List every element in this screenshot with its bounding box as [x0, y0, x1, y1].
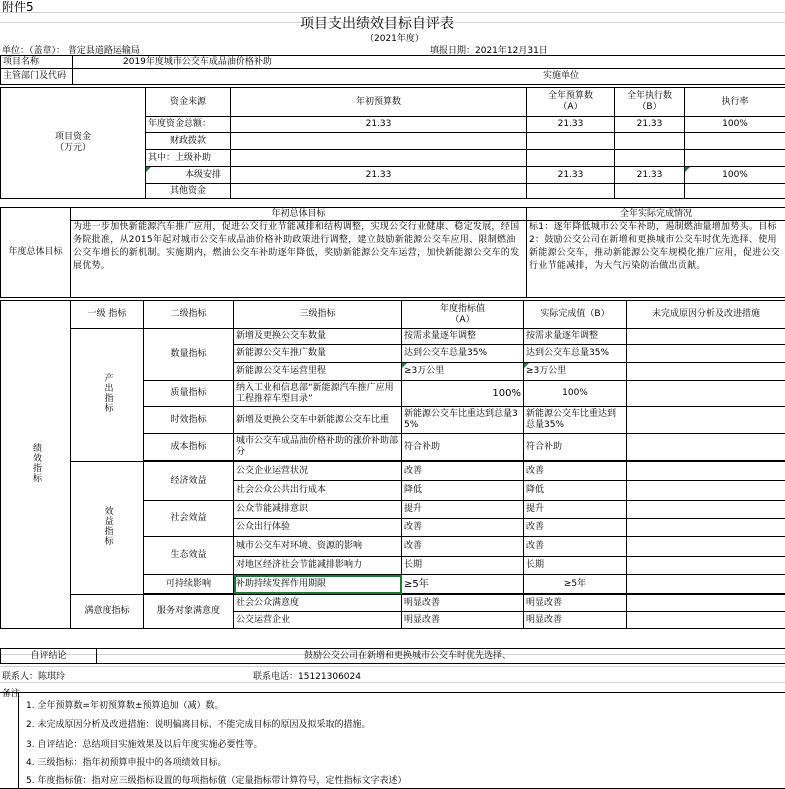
funds-row-rate-text: 100%	[722, 170, 748, 180]
level3-cell: 社会公众满意度	[234, 595, 402, 612]
ind-header-b: 实际完成值（B）	[524, 301, 627, 329]
project-name-label: 项目名称	[1, 56, 73, 69]
unit-label: 单位：（盖章）： 普定县道路运输局	[2, 43, 140, 56]
actual-cell: 明显改善	[524, 612, 627, 629]
target-cell: 降低	[402, 481, 524, 501]
target-cell: 明显改善	[402, 595, 524, 612]
funds-row-init	[231, 133, 527, 150]
target-cell: 改善	[402, 537, 524, 557]
overall-goal-label: 年度总体目标	[1, 208, 71, 298]
level1-benefit	[71, 462, 144, 595]
actual-cell: 降低	[524, 481, 627, 501]
funds-row-rate	[685, 184, 785, 199]
indicators-table	[0, 300, 785, 629]
reason-cell	[627, 407, 785, 434]
level2-quantity: 数量指标	[144, 329, 234, 381]
level1-satisfaction: 满意度指标	[71, 595, 144, 629]
page-title: 项目支出绩效目标自评表	[300, 13, 454, 33]
target-cell: 达到公交车总量35%	[402, 345, 524, 363]
actual-cell: 改善	[524, 519, 627, 537]
funds-row-init	[231, 184, 527, 199]
target-cell	[402, 363, 524, 381]
level1-output-text: 产出指标	[102, 373, 113, 413]
funds-row-budget	[527, 133, 615, 150]
funds-row-name: 其他资金	[146, 184, 231, 199]
funds-row-init: 21.33	[231, 167, 527, 184]
level2-quality: 质量指标	[144, 381, 234, 407]
overall-goal-table	[0, 207, 785, 298]
reason-cell	[627, 434, 785, 461]
level3-cell: 公众节能减排意识	[234, 501, 402, 519]
indicators-side-label	[1, 301, 71, 629]
target-cell: 改善	[402, 519, 524, 537]
funds-row-name	[146, 167, 231, 184]
level2-service: 服务对象满意度	[144, 595, 234, 629]
actual-cell: ≥5年	[524, 575, 627, 594]
conclusion-label: 自评结论	[1, 649, 97, 664]
note-item: 3. 自评结论：总结项目实施效果及以后年度实施必要性等。	[26, 737, 262, 750]
level1-benefit-text: 效益指标	[102, 506, 113, 546]
note-item: 1. 全年预算数=年初预算数±预算追加（减）数。	[26, 698, 224, 711]
funds-header-source: 资金来源	[146, 88, 231, 117]
target-text: ≥3万公里	[404, 366, 444, 376]
level2-cost: 成本指标	[144, 434, 234, 461]
funds-header-exec: 全年执行数 （B）	[615, 88, 685, 117]
funds-table	[0, 87, 785, 199]
reason-cell	[627, 501, 785, 519]
level2-sustainable: 可持续影响	[144, 575, 234, 594]
actual-cell: 100%	[524, 381, 627, 407]
funds-row-name-text: 本级安排	[185, 170, 221, 180]
level3-cell: 社会公众公共出行成本	[234, 481, 402, 501]
ind-header-l2: 二级指标	[144, 301, 234, 329]
project-name-text: 2019年度城市公交车成品油价格补助	[123, 57, 272, 67]
reason-cell	[627, 537, 785, 557]
ind-header-reason: 未完成原因分析及改进措施	[627, 301, 785, 329]
reason-cell	[627, 612, 785, 629]
level3-cell: 新能源公交车推广数量	[234, 345, 402, 363]
level1-output	[71, 329, 144, 462]
notes-box	[0, 692, 785, 789]
target-cell: 改善	[402, 462, 524, 481]
reason-cell	[627, 481, 785, 501]
note-item: 5. 年度指标值：指对应三级指标设置的每项指标值（定量指标带计算符号，定性指标文字表述）	[26, 773, 406, 786]
funds-row-exec	[615, 133, 685, 150]
target-cell: 符合补助	[402, 434, 524, 461]
reason-cell	[627, 462, 785, 481]
target-cell: 长期	[402, 557, 524, 575]
reason-cell	[627, 381, 785, 407]
conclusion-value	[97, 649, 785, 664]
ind-header-a: 年度指标值 （A）	[402, 301, 524, 329]
level3-cell: 新能源公交车运营里程	[234, 363, 402, 381]
actual-cell	[524, 363, 627, 381]
actual-cell: 按需求量逐年调整	[524, 329, 627, 345]
level2-economic: 经济效益	[144, 462, 234, 501]
reason-cell	[627, 519, 785, 537]
note-item: 2. 未完成原因分析及改进措施：说明偏离目标、不能完成目标的原因及拟采取的措施。	[26, 717, 370, 730]
level2-social: 社会效益	[144, 501, 234, 537]
ind-header-l3: 三级指标	[234, 301, 402, 329]
actual-cell: 改善	[524, 462, 627, 481]
level3-cell-selected[interactable]: 补助持续发挥作用期限	[234, 575, 402, 594]
attachment-label: 附件5	[2, 0, 34, 15]
level3-cell: 城市公交车成品油价格补助的涨价补助部分	[234, 434, 402, 461]
actual-cell: 新能源公交车比重达到总量35%	[524, 407, 627, 434]
conclusion-text: 鼓励公交公司在新增和更换城市公交车时优先选择、	[304, 651, 511, 661]
funds-row-exec	[615, 184, 685, 199]
ind-header-l1: 一级 指标	[71, 301, 144, 329]
target-cell: 新能源公交车比重达到总量35%	[402, 407, 524, 434]
funds-row-init: 21.33	[231, 117, 527, 133]
funds-header-budget: 全年预算数 （A）	[527, 88, 615, 117]
reason-cell	[627, 575, 785, 594]
level3-cell: 新增及更换公交车数量	[234, 329, 402, 345]
dept-label: 主管部门及代码	[1, 69, 73, 85]
reason-cell	[627, 363, 785, 381]
report-year: （2021年度）	[365, 31, 424, 44]
actual-cell: 明显改善	[524, 595, 627, 612]
fill-date: 填报日期：2021年12月31日	[430, 43, 548, 56]
level3-cell: 对地区经济社会节能减排影响力	[234, 557, 402, 575]
funds-row-exec: 21.33	[615, 117, 685, 133]
level3-cell: 纳入工业和信息部“新能源汽车推广应用工程推荐车型目录”	[234, 381, 402, 407]
target-cell: 明显改善	[402, 612, 524, 629]
comment-marker-icon	[685, 167, 690, 172]
actual-text: 标1：逐年降低城市公交车补助，遏制燃油量增加势头。目标2：鼓励公交公司在新增和更换城市公交车时优先选择、使用新能源公交车，推动新能源公交车规模化推广应用，促进公交行业节能减排，为大气污染防治做出贡献。	[527, 221, 785, 298]
funds-row-rate	[685, 167, 785, 184]
funds-row-init	[231, 150, 527, 167]
level3-cell: 公众出行体验	[234, 519, 402, 537]
notes-label: 备注	[2, 686, 20, 699]
actual-cell: 符合补助	[524, 434, 627, 461]
level2-timeliness: 时效指标	[144, 407, 234, 434]
funds-row-name: 年度资金总额：	[146, 117, 231, 133]
target-cell: 100%	[402, 381, 524, 407]
funds-row-budget	[527, 184, 615, 199]
target-cell: 提升	[402, 501, 524, 519]
actual-cell: 长期	[524, 557, 627, 575]
funds-row-budget	[527, 150, 615, 167]
comment-marker-icon	[146, 167, 151, 172]
goal-header: 年初总体目标	[71, 208, 527, 221]
notes-gutter	[0, 693, 19, 788]
target-cell: 按需求量逐年调整	[402, 329, 524, 345]
funds-row-rate	[685, 133, 785, 150]
dept-value	[73, 69, 785, 85]
funds-row-exec: 21.33	[615, 167, 685, 184]
conclusion-table	[0, 648, 785, 664]
reason-cell	[627, 557, 785, 575]
funds-header-rate: 执行率	[685, 88, 785, 117]
funds-row-name: 财政拨款	[146, 133, 231, 150]
funds-row-rate	[685, 150, 785, 167]
actual-cell: 改善	[524, 537, 627, 557]
actual-text: ≥3万公里	[526, 366, 566, 376]
impl-unit-label: 实施单位	[543, 71, 579, 82]
level3-cell: 公交企业运营状况	[234, 462, 402, 481]
level3-cell: 新增及更换公交车中新能源公交车比重	[234, 407, 402, 434]
contact-phone: 联系电话：15121306024	[253, 669, 361, 682]
funds-row-budget: 21.33	[527, 167, 615, 184]
reason-cell	[627, 595, 785, 612]
level3-cell: 公交运营企业	[234, 612, 402, 629]
project-table	[0, 55, 785, 85]
funds-header-initial: 年初预算数	[231, 88, 527, 117]
comment-marker-icon	[524, 363, 529, 368]
actual-header: 全年实际完成情况	[527, 208, 785, 221]
actual-cell: 达到公交车总量35%	[524, 345, 627, 363]
comment-marker-icon	[402, 363, 407, 368]
level3-cell: 城市公交车对环境、资源的影响	[234, 537, 402, 557]
project-name-value	[73, 56, 785, 69]
funds-row-budget: 21.33	[527, 117, 615, 133]
indicators-side-label-text: 绩效指标	[30, 443, 41, 483]
funds-row-rate: 100%	[685, 117, 785, 133]
reason-cell	[627, 345, 785, 363]
target-cell: ≥5年	[402, 575, 524, 594]
level2-ecological: 生态效益	[144, 537, 234, 575]
funds-row-exec	[615, 150, 685, 167]
funds-row-name: 其中：上级补助	[146, 150, 231, 167]
note-item: 4. 三级指标：指年初预算申报中的各项绩效目标。	[26, 755, 226, 768]
actual-cell: 提升	[524, 501, 627, 519]
funds-label: 项目资金 （万元）	[1, 88, 146, 199]
reason-cell	[627, 329, 785, 345]
goal-text: 为进一步加快新能源汽车推广应用，促进公交行业节能减排和结构调整，实现公交行业健康、稳定发展，经国务院批准，从2015年起对城市公交车成品油价格补助政策进行调整，建立鼓励新能源公交车应用、限制燃油公交车增长的新机制。实施期内，燃油公交车补助逐年降低，奖励新能源公交车运营，加快新能源公交车的发展优势。	[71, 221, 527, 298]
contact-person: 联系人：陈琪玲	[2, 669, 65, 682]
